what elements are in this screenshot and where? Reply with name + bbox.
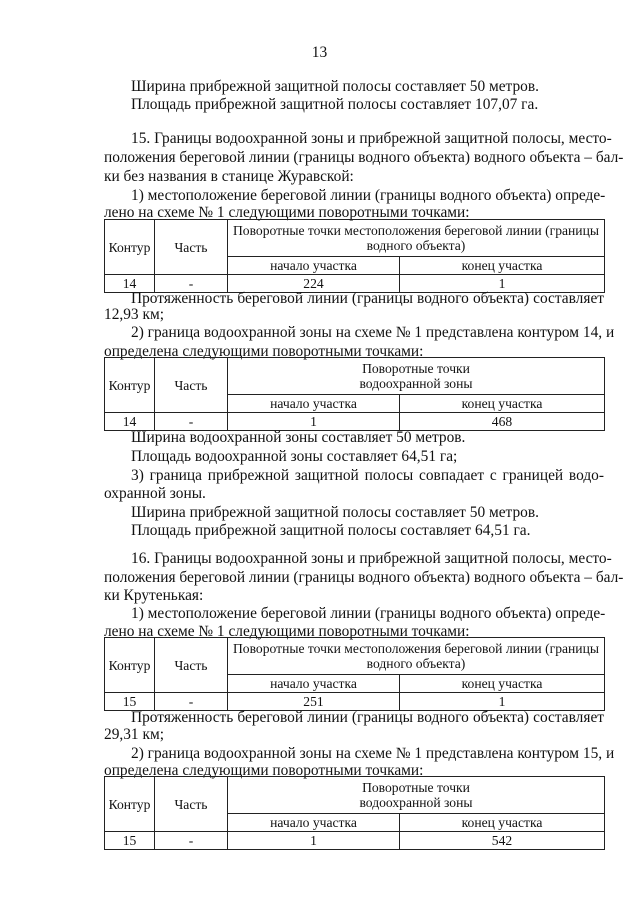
col-header-contour: Контур	[105, 638, 155, 693]
s15-p2-line-2: определена следующими поворотными точками:	[104, 343, 424, 360]
s15-length-line-1: Протяженность береговой линии (границы водного объекта) составляет	[131, 290, 604, 307]
cell-contour: 15	[105, 693, 155, 711]
col-header-points-text: Поворотные точки водоохранной зоны	[359, 361, 473, 391]
cell-contour: 15	[105, 832, 155, 850]
s16-heading-line-1: 16. Границы водоохранной зоны и прибрежной защитной полосы, место-	[131, 550, 612, 567]
cell-end: 1	[400, 275, 605, 293]
col-header-contour: Контур	[105, 358, 155, 413]
col-header-contour: Контур	[105, 220, 155, 275]
cell-end: 468	[400, 413, 605, 431]
col-header-part: Часть	[155, 638, 228, 693]
s15-p1-line-2: лено на схеме № 1 следующими поворотными точками:	[104, 204, 470, 221]
cell-part: -	[155, 413, 228, 431]
s15-p3-line-1: 3) граница прибрежной защитной полосы совпадает с границей водо-	[131, 467, 604, 484]
s16-heading-line-2: положения береговой линии (границы водного объекта) водного объекта – бал-	[104, 569, 624, 586]
cell-part: -	[155, 275, 228, 293]
s16-zone-table	[104, 776, 605, 850]
s15-shoreline-table	[104, 219, 605, 293]
col-header-end: конец участка	[400, 814, 605, 832]
col-header-end: конец участка	[400, 675, 605, 693]
cell-start: 251	[228, 693, 400, 711]
s16-p1-line-2: лено на схеме № 1 следующими поворотными точками:	[104, 623, 470, 640]
cell-start: 224	[228, 275, 400, 293]
col-header-start: начало участка	[228, 257, 400, 275]
col-header-part: Часть	[155, 777, 228, 832]
s16-p2-line-2: определена следующими поворотными точками:	[104, 762, 424, 779]
s16-length-line-1: Протяженность береговой линии (границы водного объекта) составляет	[131, 709, 604, 726]
col-header-points	[228, 358, 605, 395]
col-header-part: Часть	[155, 220, 228, 275]
col-header-start: начало участка	[228, 395, 400, 413]
s14-strip-area: Площадь прибрежной защитной полосы составляет 107,07 га.	[131, 96, 539, 113]
cell-end: 542	[400, 832, 605, 850]
cell-start: 1	[228, 832, 400, 850]
s16-shoreline-table	[104, 637, 605, 711]
cell-end: 1	[400, 693, 605, 711]
s15-p3-line-2: охранной зоны.	[104, 485, 206, 502]
col-header-start: начало участка	[228, 814, 400, 832]
cell-part: -	[155, 693, 228, 711]
col-header-part: Часть	[155, 358, 228, 413]
s15-heading-line-3: ки без названия в станице Журавской:	[104, 168, 354, 185]
cell-part: -	[155, 832, 228, 850]
col-header-points: Поворотные точки местоположения береговой линии (границы водного объекта)	[228, 638, 605, 675]
s14-strip-width: Ширина прибрежной защитной полосы составляет 50 метров.	[131, 78, 539, 95]
page-number: 13	[311, 44, 328, 61]
s16-p2-line-1: 2) граница водоохранной зоны на схеме № 1 представлена контуром 15, и	[131, 745, 615, 762]
col-header-start: начало участка	[228, 675, 400, 693]
col-header-contour: Контур	[105, 777, 155, 832]
col-header-end: конец участка	[400, 257, 605, 275]
cell-contour: 14	[105, 413, 155, 431]
s16-p1-line-1: 1) местоположение береговой линии (границы водного объекта) опреде-	[131, 605, 606, 622]
s15-p2-line-1: 2) граница водоохранной зоны на схеме № 1 представлена контуром 14, и	[131, 324, 615, 341]
cell-contour: 14	[105, 275, 155, 293]
s15-p1-line-1: 1) местоположение береговой линии (границы водного объекта) опреде-	[131, 187, 606, 204]
col-header-end: конец участка	[400, 395, 605, 413]
s15-zone-table	[104, 357, 605, 431]
col-header-points-text: Поворотные точки водоохранной зоны	[359, 780, 473, 810]
s16-heading-line-3: ки Крутенькая:	[104, 587, 204, 604]
s15-length-line-2: 12,93 км;	[104, 306, 164, 323]
s15-strip-width: Ширина прибрежной защитной полосы составляет 50 метров.	[131, 504, 539, 521]
s15-strip-area: Площадь прибрежной защитной полосы составляет 64,51 га.	[131, 522, 531, 539]
s15-heading-line-2: положения береговой линии (границы водного объекта) водного объекта – бал-	[104, 149, 624, 166]
table-row	[105, 832, 605, 850]
s15-heading-line-1: 15. Границы водоохранной зоны и прибрежной защитной полосы, место-	[131, 130, 612, 147]
s15-zone-area: Площадь водоохранной зоны составляет 64,51 га;	[131, 448, 458, 465]
s16-length-line-2: 29,31 км;	[104, 726, 164, 743]
s15-zone-width: Ширина водоохранной зоны составляет 50 метров.	[131, 429, 466, 446]
cell-start: 1	[228, 413, 400, 431]
col-header-points	[228, 777, 605, 814]
col-header-points: Поворотные точки местоположения береговой линии (границы водного объекта)	[228, 220, 605, 257]
